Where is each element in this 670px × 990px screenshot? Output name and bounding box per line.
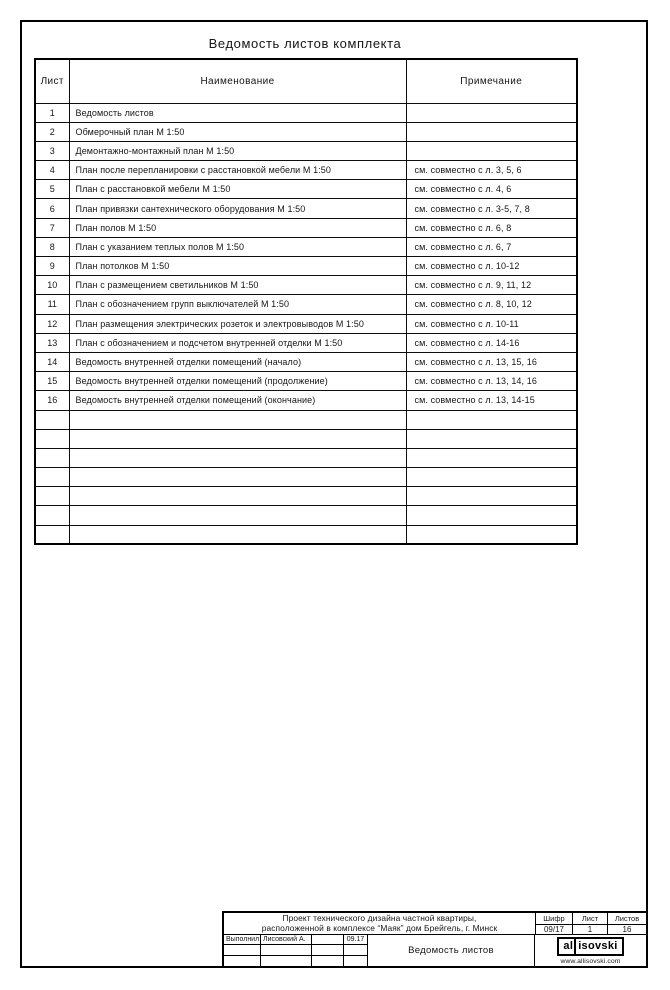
row-note (406, 141, 577, 160)
row-note: см. совместно с л. 8, 10, 12 (406, 295, 577, 314)
sig-empty-cell (261, 945, 312, 955)
sig-name: Лисовский А. (261, 935, 312, 945)
table-row (35, 103, 577, 122)
row-sheet-number: 14 (35, 352, 69, 371)
row-note: см. совместно с л. 6, 7 (406, 237, 577, 256)
row-note: см. совместно с л. 13, 15, 16 (406, 352, 577, 371)
table-row (35, 276, 577, 295)
table-row (35, 257, 577, 276)
allisovski-logo (557, 937, 623, 956)
project-description-line1: Проект технического дизайна частной квартиры, (282, 913, 477, 924)
table-row (35, 448, 577, 467)
logo-text-left: al (563, 940, 574, 952)
table-row (35, 410, 577, 429)
row-name (69, 525, 406, 544)
sig-date: 09.17 (344, 935, 367, 945)
row-name (69, 448, 406, 467)
sig-role-label: Выполнил (224, 935, 261, 945)
row-note: см. совместно с л. 13, 14-15 (406, 391, 577, 410)
sig-empty-cell (261, 956, 312, 966)
sig-empty-cell (224, 956, 261, 966)
page-title: Ведомость листов комплекта (208, 36, 402, 51)
row-note (406, 429, 577, 448)
project-description (224, 913, 535, 934)
sheet-count-label: Листов (608, 913, 646, 925)
table-header-row (35, 59, 577, 103)
row-note: см. совместно с л. 9, 11, 12 (406, 276, 577, 295)
row-name: План привязки сантехнического оборудования М 1:50 (69, 199, 406, 218)
row-sheet-number (35, 429, 69, 448)
row-name (69, 429, 406, 448)
row-sheet-number: 3 (35, 141, 69, 160)
row-name: Ведомость листов (69, 103, 406, 122)
title-block-bottom-row (224, 935, 646, 966)
row-sheet-number: 15 (35, 372, 69, 391)
row-sheet-number (35, 525, 69, 544)
row-sheet-number (35, 448, 69, 467)
row-name: План с расстановкой мебели М 1:50 (69, 180, 406, 199)
sheet-number-cell (572, 913, 607, 934)
row-name: Ведомость внутренней отделки помещений (продолжение) (69, 372, 406, 391)
logo-cell (535, 935, 646, 966)
row-note: см. совместно с л. 13, 14, 16 (406, 372, 577, 391)
row-sheet-number (35, 410, 69, 429)
table-row (35, 391, 577, 410)
logo-divider-bar (574, 939, 576, 954)
row-name: Демонтажно-монтажный план М 1:50 (69, 141, 406, 160)
table-row (35, 199, 577, 218)
table-row (35, 180, 577, 199)
row-name: План с обозначением групп выключателей М 1:50 (69, 295, 406, 314)
row-name: Обмерочный план М 1:50 (69, 122, 406, 141)
sig-empty-cell (344, 956, 367, 966)
row-sheet-number: 1 (35, 103, 69, 122)
sig-empty-cell (312, 945, 344, 955)
row-sheet-number: 6 (35, 199, 69, 218)
row-note: см. совместно с л. 3-5, 7, 8 (406, 199, 577, 218)
row-name: План с обозначением и подсчетом внутренней отделки М 1:50 (69, 333, 406, 352)
table-row (35, 141, 577, 160)
col-header-name: Наименование (69, 59, 406, 103)
row-sheet-number: 13 (35, 333, 69, 352)
logo-website-url: www.allisovski.com (560, 957, 621, 965)
table-row (35, 372, 577, 391)
row-name: План полов М 1:50 (69, 218, 406, 237)
row-sheet-number: 12 (35, 314, 69, 333)
row-note: см. совместно с л. 10-12 (406, 257, 577, 276)
sheet-number-label: Лист (573, 913, 607, 925)
row-note: см. совместно с л. 3, 5, 6 (406, 161, 577, 180)
table-row (35, 468, 577, 487)
signature-grid (224, 935, 368, 966)
row-sheet-number: 7 (35, 218, 69, 237)
row-note (406, 103, 577, 122)
sig-empty-cell (344, 945, 367, 955)
table-row (35, 525, 577, 544)
table-row (35, 429, 577, 448)
cipher-cell (535, 913, 572, 934)
row-note (406, 410, 577, 429)
row-sheet-number (35, 506, 69, 525)
row-note (406, 506, 577, 525)
row-note (406, 468, 577, 487)
row-note: см. совместно с л. 14-16 (406, 333, 577, 352)
row-name: План потолков М 1:50 (69, 257, 406, 276)
table-row (35, 295, 577, 314)
sheet-count-cell (607, 913, 646, 934)
sheet-list-table (34, 58, 578, 545)
col-header-sheet: Лист (35, 59, 69, 103)
row-name: Ведомость внутренней отделки помещений (окончание) (69, 391, 406, 410)
row-sheet-number: 10 (35, 276, 69, 295)
row-sheet-number: 8 (35, 237, 69, 256)
table-row (35, 314, 577, 333)
row-name (69, 468, 406, 487)
row-sheet-number: 16 (35, 391, 69, 410)
cipher-label: Шифр (536, 913, 572, 925)
sig-empty-cell (312, 956, 344, 966)
sig-signature-cell (312, 935, 344, 945)
table-row (35, 237, 577, 256)
row-name: План с указанием теплых полов М 1:50 (69, 237, 406, 256)
row-note: см. совместно с л. 10-11 (406, 314, 577, 333)
table-row (35, 333, 577, 352)
row-sheet-number: 11 (35, 295, 69, 314)
row-sheet-number: 2 (35, 122, 69, 141)
table-row (35, 218, 577, 237)
table-row (35, 487, 577, 506)
row-sheet-number: 4 (35, 161, 69, 180)
logo-text-right: isovski (578, 940, 618, 952)
row-note (406, 487, 577, 506)
row-sheet-number (35, 468, 69, 487)
row-sheet-number (35, 487, 69, 506)
col-header-note: Примечание (406, 59, 577, 103)
row-note: см. совместно с л. 4, 6 (406, 180, 577, 199)
table-row (35, 506, 577, 525)
row-sheet-number: 5 (35, 180, 69, 199)
row-name: Ведомость внутренней отделки помещений (начало) (69, 352, 406, 371)
row-note (406, 122, 577, 141)
row-note (406, 448, 577, 467)
sheet-list-body (35, 103, 577, 544)
table-row (35, 122, 577, 141)
title-block-top-row (224, 913, 646, 935)
row-note: см. совместно с л. 6, 8 (406, 218, 577, 237)
sheet-number-value: 1 (587, 925, 593, 934)
row-name (69, 487, 406, 506)
row-name (69, 506, 406, 525)
row-name: План с размещением светильников М 1:50 (69, 276, 406, 295)
row-note (406, 525, 577, 544)
sig-empty-cell (224, 945, 261, 955)
sheet-count-value: 16 (622, 925, 632, 934)
row-name (69, 410, 406, 429)
project-description-line2: расположенной в комплексе “Маяк” дом Брейгель, г. Минск (261, 922, 498, 933)
title-block (222, 911, 648, 968)
row-sheet-number: 9 (35, 257, 69, 276)
row-name: План размещения электрических розеток и электровыводов М 1:50 (69, 314, 406, 333)
title-block-doc-title: Ведомость листов (368, 935, 535, 966)
table-row (35, 352, 577, 371)
cipher-value: 09/17 (543, 925, 565, 934)
row-name: План после перепланировки с расстановкой мебели М 1:50 (69, 161, 406, 180)
table-row (35, 161, 577, 180)
